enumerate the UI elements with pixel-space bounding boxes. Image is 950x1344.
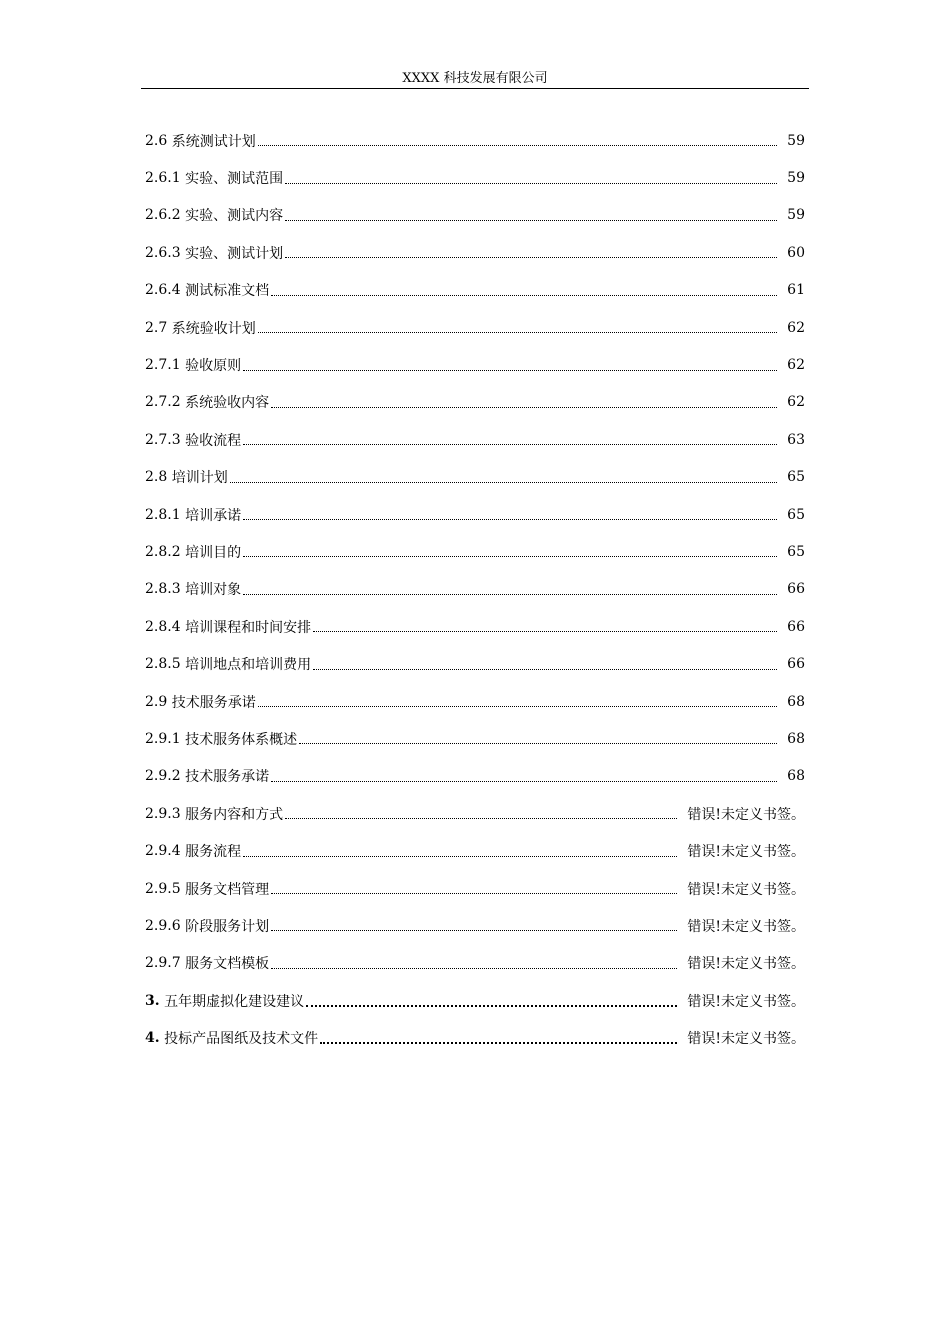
toc-entry-page: 60	[787, 244, 805, 261]
header-title: XXXX 科技发展有限公司	[402, 71, 548, 86]
toc-entry-title: 培训地点和培训费用	[185, 657, 312, 674]
toc-entry-number: 2.9.7	[145, 955, 181, 972]
toc-entry-number: 2.9.3	[145, 805, 181, 822]
toc-entry-page: 65	[787, 506, 805, 523]
toc-leader-dots	[320, 1026, 677, 1044]
toc-entry-title: 验收流程	[185, 432, 242, 449]
toc-entry-title: 测试标准文档	[185, 283, 270, 300]
toc-entry[interactable]	[145, 758, 805, 795]
toc-leader-dots	[306, 989, 677, 1007]
toc-leader-dots	[271, 952, 677, 969]
toc-entry-number: 2.6	[145, 132, 168, 149]
toc-entry[interactable]	[145, 645, 805, 682]
toc-entry-title: 服务文档模板	[185, 956, 270, 973]
toc-entry[interactable]	[145, 272, 805, 309]
toc-leader-dots	[243, 428, 777, 445]
toc-entry-title: 技术服务承诺	[185, 769, 270, 786]
toc-entry[interactable]	[145, 720, 805, 757]
toc-entry[interactable]	[145, 907, 805, 944]
toc-entry[interactable]	[145, 608, 805, 645]
toc-entry[interactable]	[145, 533, 805, 570]
toc-entry[interactable]	[145, 982, 805, 1019]
toc-entry-title: 实验、测试范围	[185, 171, 284, 188]
toc-leader-dots	[258, 129, 777, 146]
toc-entry-page: 错误!未定义书签。	[687, 918, 805, 935]
toc-entry-page: 59	[787, 207, 805, 224]
toc-entry-title: 实验、测试内容	[185, 208, 284, 225]
toc-entry[interactable]	[145, 421, 805, 458]
toc-entry[interactable]	[145, 945, 805, 982]
toc-leader-dots	[230, 466, 777, 483]
toc-entry-number: 2.9.2	[145, 768, 181, 785]
toc-entry-page: 66	[787, 656, 805, 673]
toc-entry-page: 68	[787, 693, 805, 710]
toc-entry-number: 2.9.6	[145, 917, 181, 934]
toc-entry-title: 系统验收计划	[171, 320, 256, 337]
toc-entry-number: 2.9.5	[145, 880, 181, 897]
page-header	[141, 70, 809, 89]
toc-entry-number: 2.9.4	[145, 843, 181, 860]
toc-leader-dots	[299, 727, 777, 744]
toc-entry-number: 2.8.5	[145, 656, 181, 673]
toc-leader-dots	[285, 167, 777, 184]
toc-leader-dots	[313, 615, 777, 632]
toc-entry-page: 68	[787, 730, 805, 747]
toc-entry-number: 3.	[145, 992, 160, 1009]
toc-entry[interactable]	[145, 459, 805, 496]
toc-entry[interactable]	[145, 122, 805, 159]
toc-entry-title: 技术服务承诺	[171, 694, 256, 711]
toc-entry[interactable]	[145, 234, 805, 271]
toc-entry[interactable]	[145, 346, 805, 383]
toc-entry-number: 2.6.3	[145, 244, 181, 261]
toc-entry-page: 59	[787, 132, 805, 149]
toc-entry-number: 2.8.1	[145, 506, 181, 523]
toc-entry-number: 2.8.3	[145, 581, 181, 598]
toc-entry-title: 系统验收内容	[185, 395, 270, 412]
toc-leader-dots	[271, 391, 777, 408]
toc-entry[interactable]	[145, 309, 805, 346]
toc-entry-number: 2.7.1	[145, 357, 181, 374]
toc-entry-title: 服务流程	[185, 844, 242, 861]
toc-leader-dots	[313, 653, 777, 670]
toc-entry-title: 培训计划	[171, 470, 228, 487]
toc-entry-page: 61	[787, 282, 805, 299]
toc-entry-title: 系统测试计划	[171, 133, 256, 150]
toc-entry-number: 2.7	[145, 319, 168, 336]
toc-entry-page: 68	[787, 768, 805, 785]
toc-entry-page: 错误!未定义书签。	[687, 844, 805, 861]
toc-entry[interactable]	[145, 384, 805, 421]
toc-entry[interactable]	[145, 683, 805, 720]
toc-leader-dots	[258, 316, 777, 333]
toc-entry-page: 错误!未定义书签。	[687, 956, 805, 973]
toc-entry-number: 2.6.2	[145, 207, 181, 224]
toc-entry-page: 65	[787, 469, 805, 486]
toc-entry-title: 验收原则	[185, 358, 242, 375]
toc-entry-title: 服务内容和方式	[185, 806, 284, 823]
toc-entry-title: 培训目的	[185, 544, 242, 561]
toc-entry[interactable]	[145, 870, 805, 907]
toc-entry-page: 66	[787, 581, 805, 598]
toc-entry-title: 培训对象	[185, 582, 242, 599]
toc-entry-page: 62	[787, 357, 805, 374]
toc-entry-page: 62	[787, 319, 805, 336]
toc-entry-number: 2.8.2	[145, 543, 181, 560]
toc-entry-title: 培训承诺	[185, 507, 242, 524]
toc-leader-dots	[271, 877, 677, 894]
toc-entry-page: 63	[787, 431, 805, 448]
toc-entry[interactable]	[145, 496, 805, 533]
toc-leader-dots	[258, 690, 777, 707]
toc-entry-title: 培训课程和时间安排	[185, 619, 312, 636]
toc-entry-page: 错误!未定义书签。	[687, 993, 805, 1010]
toc-entry-title: 阶段服务计划	[185, 918, 270, 935]
toc-entry-number: 2.6.4	[145, 282, 181, 299]
toc-entry-title: 服务文档管理	[185, 881, 270, 898]
toc-entry-page: 错误!未定义书签。	[687, 1031, 805, 1048]
toc-entry-title: 实验、测试计划	[185, 245, 284, 262]
table-of-contents	[145, 122, 805, 1057]
toc-entry[interactable]	[145, 1019, 805, 1056]
toc-entry-page: 66	[787, 618, 805, 635]
toc-entry[interactable]	[145, 832, 805, 869]
toc-entry[interactable]	[145, 795, 805, 832]
toc-leader-dots	[271, 279, 777, 296]
toc-entry-page: 59	[787, 170, 805, 187]
toc-entry-number: 4.	[145, 1030, 160, 1047]
toc-leader-dots	[285, 802, 677, 819]
toc-entry-page: 62	[787, 394, 805, 411]
toc-entry[interactable]	[145, 571, 805, 608]
toc-leader-dots	[243, 840, 677, 857]
toc-entry[interactable]	[145, 197, 805, 234]
toc-entry-number: 2.7.3	[145, 431, 181, 448]
toc-leader-dots	[271, 914, 677, 931]
toc-leader-dots	[243, 578, 777, 595]
toc-entry-page: 错误!未定义书签。	[687, 806, 805, 823]
toc-entry-title: 技术服务体系概述	[185, 731, 298, 748]
toc-leader-dots	[243, 354, 777, 371]
toc-entry-title: 五年期虚拟化建设建议	[164, 993, 305, 1010]
toc-entry-number: 2.6.1	[145, 170, 181, 187]
toc-entry-number: 2.9.1	[145, 730, 181, 747]
toc-leader-dots	[243, 540, 777, 557]
toc-entry-page: 65	[787, 543, 805, 560]
toc-leader-dots	[271, 765, 777, 782]
toc-entry-page: 错误!未定义书签。	[687, 881, 805, 898]
toc-entry-number: 2.8.4	[145, 618, 181, 635]
toc-entry-number: 2.8	[145, 469, 168, 486]
toc-leader-dots	[243, 503, 777, 520]
toc-entry-number: 2.9	[145, 693, 168, 710]
toc-leader-dots	[285, 204, 777, 221]
toc-entry-title: 投标产品图纸及技术文件	[164, 1031, 319, 1048]
toc-leader-dots	[285, 241, 777, 258]
toc-entry[interactable]	[145, 159, 805, 196]
toc-entry-number: 2.7.2	[145, 394, 181, 411]
